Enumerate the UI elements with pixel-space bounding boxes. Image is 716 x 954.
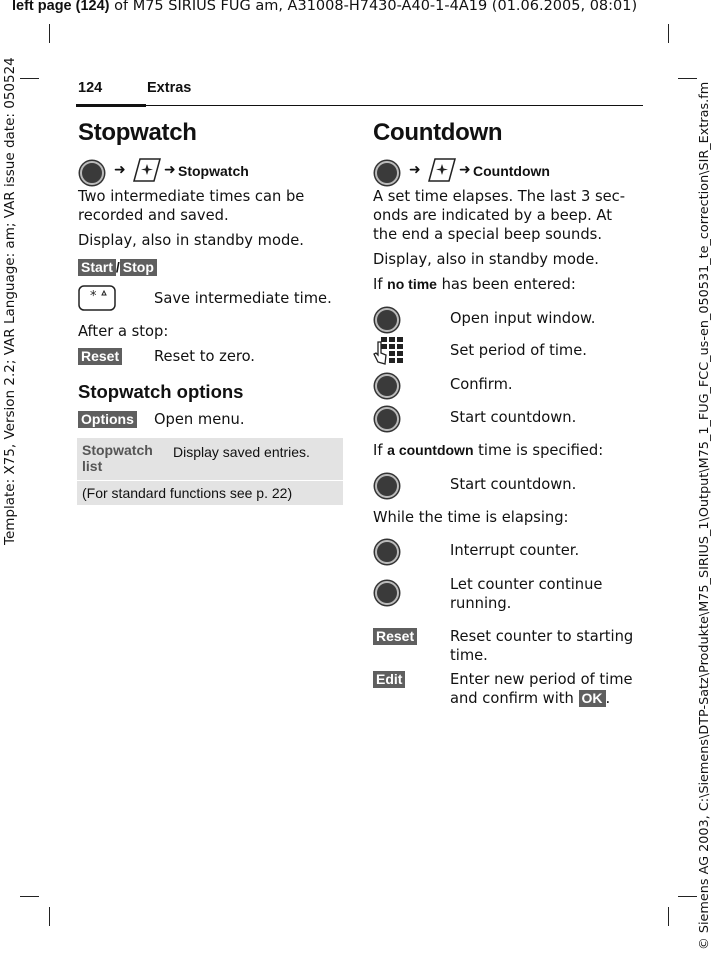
template-info: Template: X75, Version 2.2; VAR Language: am; VAR issue date: 050524 xyxy=(2,57,18,545)
menu-path-stopwatch: Stopwatch xyxy=(178,163,249,179)
edit-description: Enter new period of time and confirm with xyxy=(450,671,633,707)
let-continue-text: Let counter continue running. xyxy=(450,576,603,612)
file-path-info: © Siemens AG 2003, C:\Siemens\DTP-Satz\Produkte\M75_SIRIUS_1\Output\M75_1_FUG_FCC_us-en_050531_te_correction\SIR_Extras.fm xyxy=(697,81,712,950)
save-intermediate-text: Save intermediate time. xyxy=(154,290,332,307)
crop-mark xyxy=(49,907,50,926)
reset-counter-text: Reset counter to starting time. xyxy=(450,628,634,664)
softkey-reset[interactable]: Reset xyxy=(78,348,122,365)
display-saved-entries-text: Display saved entries. xyxy=(173,444,310,460)
arrow-right-icon: ➜ xyxy=(114,162,126,178)
extras-menu-icon xyxy=(132,157,162,183)
softkey-reset-countdown[interactable]: Reset xyxy=(373,628,417,645)
crop-mark xyxy=(668,24,669,43)
if-no-time-suffix: has been entered: xyxy=(436,276,576,293)
if-no-time-line xyxy=(373,275,576,294)
menu-path-countdown: Countdown xyxy=(473,163,550,179)
if-prefix: If xyxy=(373,442,388,459)
svg-text:*: * xyxy=(90,289,97,304)
stopwatch-options-heading: Stopwatch options xyxy=(78,381,244,402)
edit-end: . xyxy=(605,690,611,707)
softkey-ok[interactable]: OK xyxy=(579,690,606,707)
nav-key-icon xyxy=(80,161,104,185)
arrow-right-icon: ➜ xyxy=(459,162,471,178)
nav-key-icon[interactable] xyxy=(375,581,399,605)
softkey-separator: / xyxy=(115,259,120,275)
nav-key-icon[interactable] xyxy=(375,374,399,398)
interrupt-text: Interrupt counter. xyxy=(450,542,580,559)
if-countdown-line xyxy=(373,441,603,460)
crop-mark xyxy=(20,78,39,79)
crop-mark xyxy=(49,24,50,43)
start-stop-softkeys xyxy=(78,257,157,276)
if-countdown-suffix: time is specified: xyxy=(473,442,604,459)
standard-functions-note: (For standard functions see p. 22) xyxy=(82,485,293,501)
nav-key-icon[interactable] xyxy=(375,540,399,564)
confirm-text: Confirm. xyxy=(450,376,513,393)
while-elapsing-text: While the time is elapsing: xyxy=(373,509,569,526)
table-row xyxy=(77,481,343,505)
keyword-a-countdown: a countdown xyxy=(387,442,474,458)
section-title: Extras xyxy=(147,80,192,96)
stopwatch-heading: Stopwatch xyxy=(78,119,197,146)
extras-menu-icon xyxy=(427,157,457,183)
arrow-right-icon: ➜ xyxy=(409,162,421,178)
nav-key-icon[interactable] xyxy=(375,407,399,431)
menu-item-stopwatch-list[interactable]: Stopwatch list xyxy=(82,442,153,474)
countdown-heading: Countdown xyxy=(373,119,503,146)
nav-key-icon[interactable] xyxy=(375,308,399,332)
crop-mark xyxy=(678,78,697,79)
page-label: left page (124) xyxy=(12,0,110,14)
crop-mark xyxy=(668,907,669,926)
countdown-intro: A set time elapses. The last 3 sec-onds are indicated by a beep. At the end a special beep sounds. xyxy=(373,188,626,243)
header-rule xyxy=(146,105,643,106)
nav-key-icon xyxy=(375,161,399,185)
crop-mark xyxy=(20,896,39,897)
stopwatch-display-note: Display, also in standby mode. xyxy=(78,232,304,249)
page-number: 124 xyxy=(78,80,103,96)
table-row xyxy=(77,438,343,480)
document-info: of M75 SIRIUS FUG am, A31008-H7430-A40-1-4A19 (01.06.2005, 08:01) xyxy=(109,0,638,14)
countdown-display-note: Display, also in standby mode. xyxy=(373,251,599,268)
arrow-right-icon: ➜ xyxy=(164,162,176,178)
start-countdown-text: Start countdown. xyxy=(450,409,577,426)
stopwatch-intro: Two intermediate times can be recorded and saved. xyxy=(78,188,305,224)
softkey-edit[interactable]: Edit xyxy=(373,671,405,688)
start-countdown-text-2: Start countdown. xyxy=(450,476,577,493)
star-key-icon[interactable] xyxy=(78,285,116,311)
softkey-options[interactable]: Options xyxy=(78,411,137,428)
stopwatch-menu-path xyxy=(78,159,338,185)
keyword-no-time: no time xyxy=(387,276,437,292)
set-period-text: Set period of time. xyxy=(450,342,587,359)
crop-mark xyxy=(678,896,697,897)
open-input-text: Open input window. xyxy=(450,310,596,327)
reset-text: Reset to zero. xyxy=(154,348,255,365)
if-prefix: If xyxy=(373,276,388,293)
header-rule-thick xyxy=(76,104,146,107)
open-menu-text: Open menu. xyxy=(154,411,245,428)
softkey-start[interactable]: Start xyxy=(78,259,116,276)
countdown-menu-path xyxy=(373,159,633,185)
softkey-stop[interactable]: Stop xyxy=(120,259,157,276)
edit-text xyxy=(450,670,644,708)
keypad-icon[interactable] xyxy=(373,336,405,370)
document-info-line xyxy=(12,0,712,14)
after-stop-text: After a stop: xyxy=(78,323,169,340)
nav-key-icon[interactable] xyxy=(375,474,399,498)
